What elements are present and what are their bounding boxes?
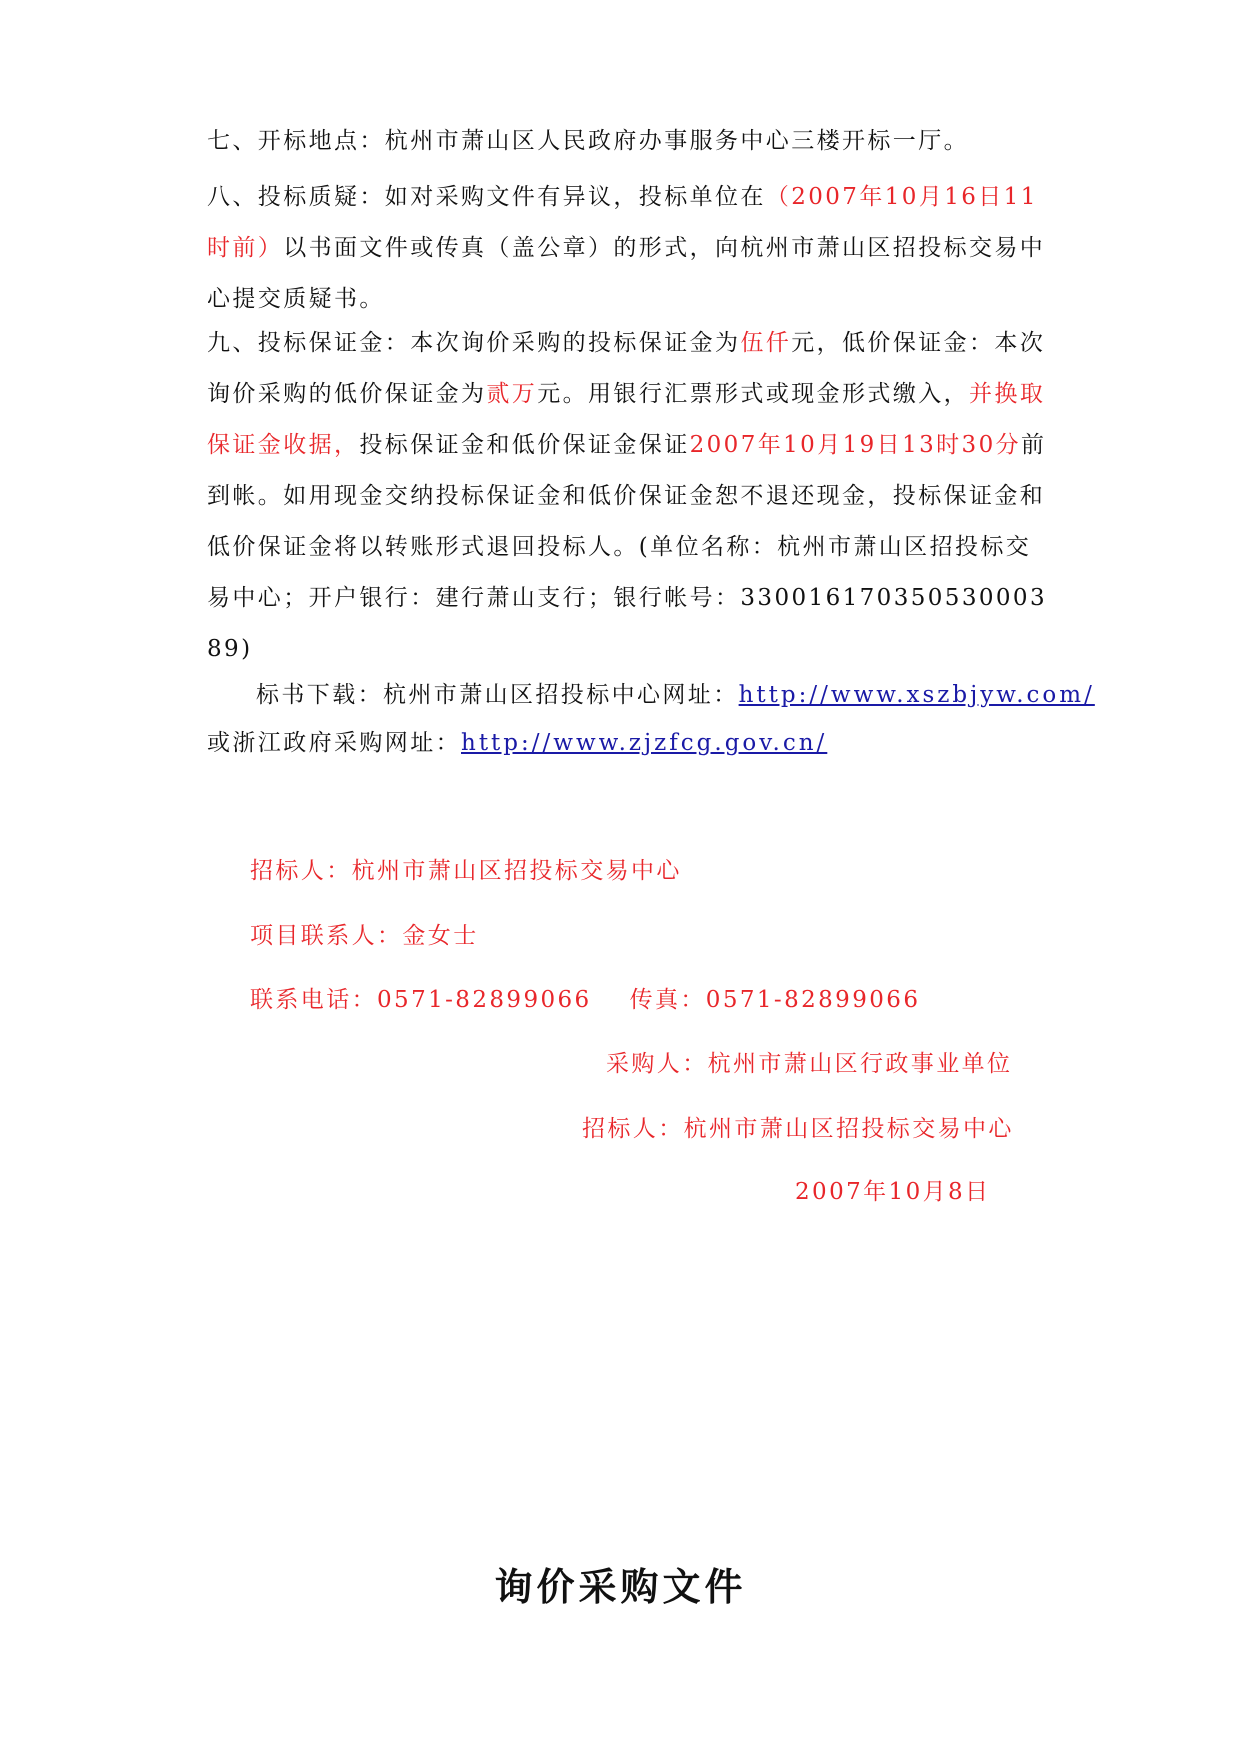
phone-number: 0571-82899066 bbox=[377, 987, 592, 1013]
fax-number: 0571-82899066 bbox=[705, 987, 921, 1013]
xszbjyw-link[interactable]: http://www.xszbjyw.com/ bbox=[738, 682, 1095, 708]
contact-phone-fax bbox=[250, 981, 920, 1014]
deposit-receipt-note: 并换取保证金收据， bbox=[207, 381, 1046, 458]
signature-tenderer: 招标人：杭州市萧山区招投标交易中心 bbox=[582, 1116, 1014, 1142]
item-9-text-5: 前到帐。如用现金交纳投标保证金和低价保证金恕不退还现金，投标保证金和低价保证金将以转账形式退回投标人。(单位名称：杭州市萧山区招投标交易中心；开户银行：建行萧山支行；银行帐号：330016170350530003 89) bbox=[207, 432, 1047, 662]
item-9-text-1: 九、投标保证金：本次询价采购的投标保证金为 bbox=[207, 330, 741, 356]
item-7-bid-opening-location bbox=[207, 116, 1047, 167]
item-9-bid-deposit bbox=[207, 318, 1047, 675]
item-9-text-4: 投标保证金和低价保证金保证 bbox=[359, 432, 690, 458]
signature-date: 2007年10月8日 bbox=[795, 1179, 991, 1205]
document-title: 询价采购文件 bbox=[494, 1564, 747, 1609]
item-9-text-2: 元，低价保证金：本次询价采购的低价保证金为 bbox=[207, 330, 1046, 407]
item-8-bid-queries bbox=[207, 172, 1047, 325]
phone-label: 联系电话： bbox=[250, 987, 377, 1013]
low-price-deposit-amount: 贰万 bbox=[486, 381, 538, 407]
fax-label: 传真： bbox=[629, 987, 706, 1013]
bid-deposit-amount: 伍仟 bbox=[740, 330, 792, 356]
signature-purchaser: 采购人：杭州市萧山区行政事业单位 bbox=[606, 1051, 1013, 1077]
item-8-text-post: 以书面文件或传真（盖公章）的形式，向杭州市萧山区招投标交易中心提交质疑书。 bbox=[207, 235, 1046, 312]
deposit-arrival-deadline: 2007年10月19日13时30分 bbox=[689, 432, 1022, 458]
download-line-1 bbox=[256, 676, 1095, 709]
download-label-1: 标书下载：杭州市萧山区招投标中心网址： bbox=[256, 682, 739, 708]
query-deadline: （2007年10月16日11时前） bbox=[207, 184, 1038, 261]
download-label-2: 或浙江政府采购网址： bbox=[207, 730, 461, 756]
item-9-text-3: 元。用银行汇票形式或现金形式缴入， bbox=[537, 381, 970, 407]
download-line-2 bbox=[207, 724, 827, 757]
contact-tenderer: 招标人：杭州市萧山区招投标交易中心 bbox=[250, 858, 682, 884]
zjzfcg-link[interactable]: http://www.zjzfcg.gov.cn/ bbox=[461, 730, 828, 756]
contact-person: 项目联系人：金女士 bbox=[250, 923, 479, 949]
item-7-text: 七、开标地点：杭州市萧山区人民政府办事服务中心三楼开标一厅。 bbox=[207, 128, 969, 154]
item-8-text-pre: 八、投标质疑：如对采购文件有异议，投标单位在 bbox=[207, 184, 766, 210]
